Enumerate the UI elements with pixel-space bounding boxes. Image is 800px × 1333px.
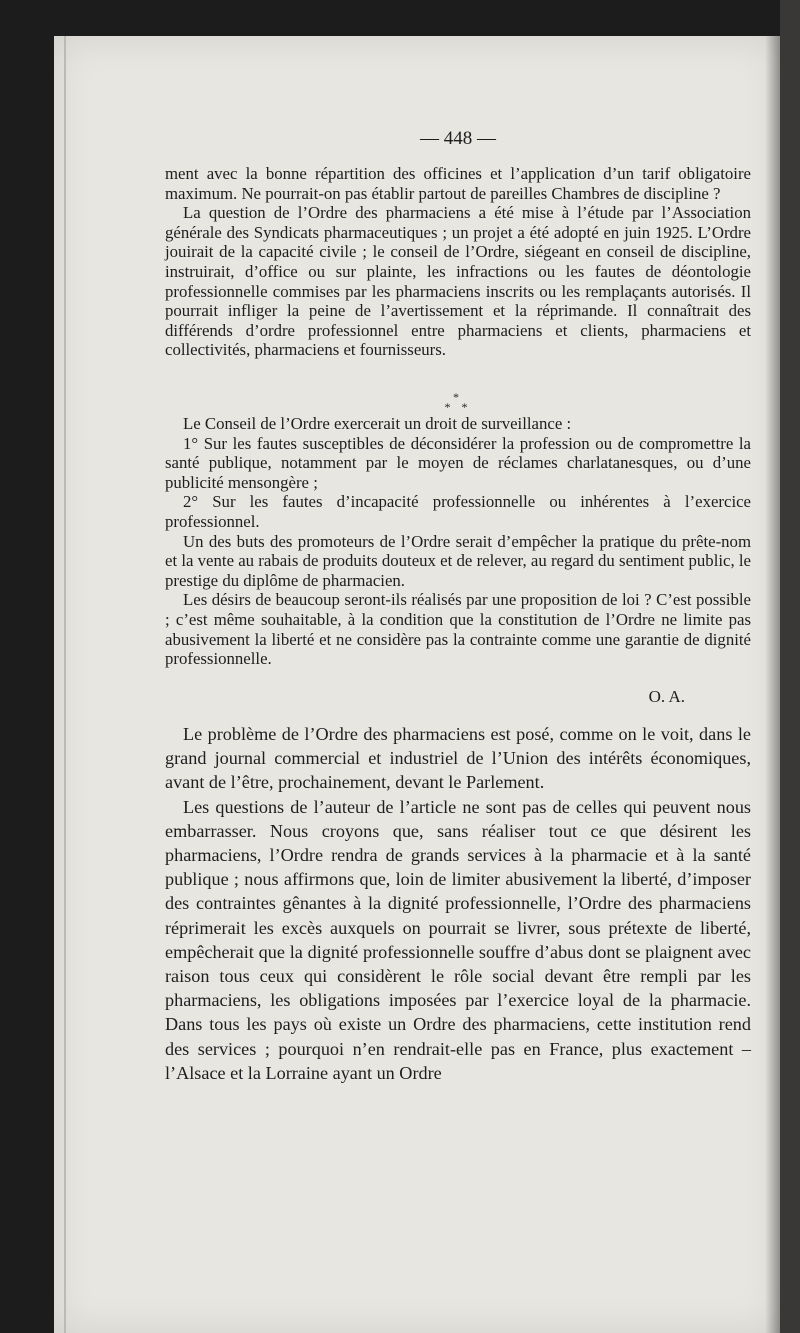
- page-content: [165, 0, 751, 1333]
- paragraph: 1° Sur les fautes susceptibles de déconsidérer la profession ou de compromettre la santé publique, notamment par le moyen de réclames charlatanesques, ou d’une publicité mensongère ;: [165, 433, 751, 492]
- separator-stars-bottom: * *: [444, 400, 472, 414]
- page-edge-line: [64, 36, 66, 1333]
- paragraph: Le problème de l’Ordre des pharmaciens est posé, comme on le voit, dans le grand journal commercial et industriel de l’Union des intérêts économiques, avant de l’être, prochainement, devant le Parlement.: [165, 724, 751, 793]
- text-block-small-2: [165, 414, 751, 669]
- paragraph: Un des buts des promoteurs de l’Ordre serait d’empêcher la pratique du prête-nom et la vente au rabais de produits douteux et de relever, au regard du sentiment public, le prestige du diplôme de pharmacien.: [165, 531, 751, 590]
- paragraph: Le Conseil de l’Ordre exercerait un droit de surveillance :: [183, 414, 572, 433]
- page-gutter-shadow: [765, 36, 780, 1333]
- paragraph: Les désirs de beaucoup seront-ils réalisés par une proposition de loi ? C’est possible ; c’est même souhaitable, à la condition que la constitution de l’Ordre ne limite pas abusivement la liberté et ne considère pas la contrainte comme une garantie de dignité professionnelle.: [165, 590, 751, 669]
- separator-star-top: *: [453, 390, 463, 404]
- paragraph: La question de l’Ordre des pharmaciens a été mise à l’étude par l’Association générale des Syndicats pharmaceutiques ; un projet a été adopté en juin 1925. L’Ordre jouirait de la capacité civile ; le conseil de l’Ordre, siégeant en conseil de discipline, instruirait, d’office ou sur plainte, les infractions ou les fautes de déontologie professionnelle commises par les pharmaciens inscrits ou les remplaçants autorisés. Il pourrait infliger la peine de l’avertissement et la réprimande. Il connaîtrait des différends d’ordre professionnel entre pharmaciens et clients, pharmaciens et collectivités, pharmaciens et fournisseurs.: [165, 203, 751, 360]
- text-block-small-1: [165, 164, 751, 360]
- author-signature: O. A.: [648, 687, 685, 706]
- paragraph: Les questions de l’auteur de l’article ne sont pas de celles qui peuvent nous embarrasser. Nous croyons que, sans réaliser tout ce que désirent les pharmaciens, l’Ordre rendra de grands services à la pharmacie et à la santé publique ; nous affirmons que, loin de limiter abusivement la liberté, d’imposer des contraintes gênantes à la dignité professionnelle, l’Ordre des pharmaciens réprimerait les excès auxquels on pourrait se livrer, sous prétexte de liberté, empêcherait que la dignité professionnelle souffre d’abus dont se plaignent avec raison tous ceux qui considèrent le rôle social devant être rempli par les pharmaciens, les obligations imposées par l’exercice loyal de la pharmacie. Dans tous les pays où existe un Ordre des pharmaciens, cette institution rend des services ; pourquoi n’en rendrait-elle pas en France, plus exactement – l’Alsace et la Lorraine ayant un Ordre: [165, 796, 751, 1083]
- page-number: — 448 —: [420, 128, 496, 149]
- paragraph: ment avec la bonne répartition des officines et l’application d’un tarif obligatoire maximum. Ne pourrait-on pas établir partout de pareilles Chambres de discipline ?: [165, 164, 751, 203]
- book-binding-edge: [780, 0, 800, 1333]
- text-block-large: [165, 722, 751, 1085]
- section-separator: [165, 392, 751, 412]
- paragraph: 2° Sur les fautes d’incapacité professionnelle ou inhérentes à l’exercice professionnel.: [165, 492, 751, 531]
